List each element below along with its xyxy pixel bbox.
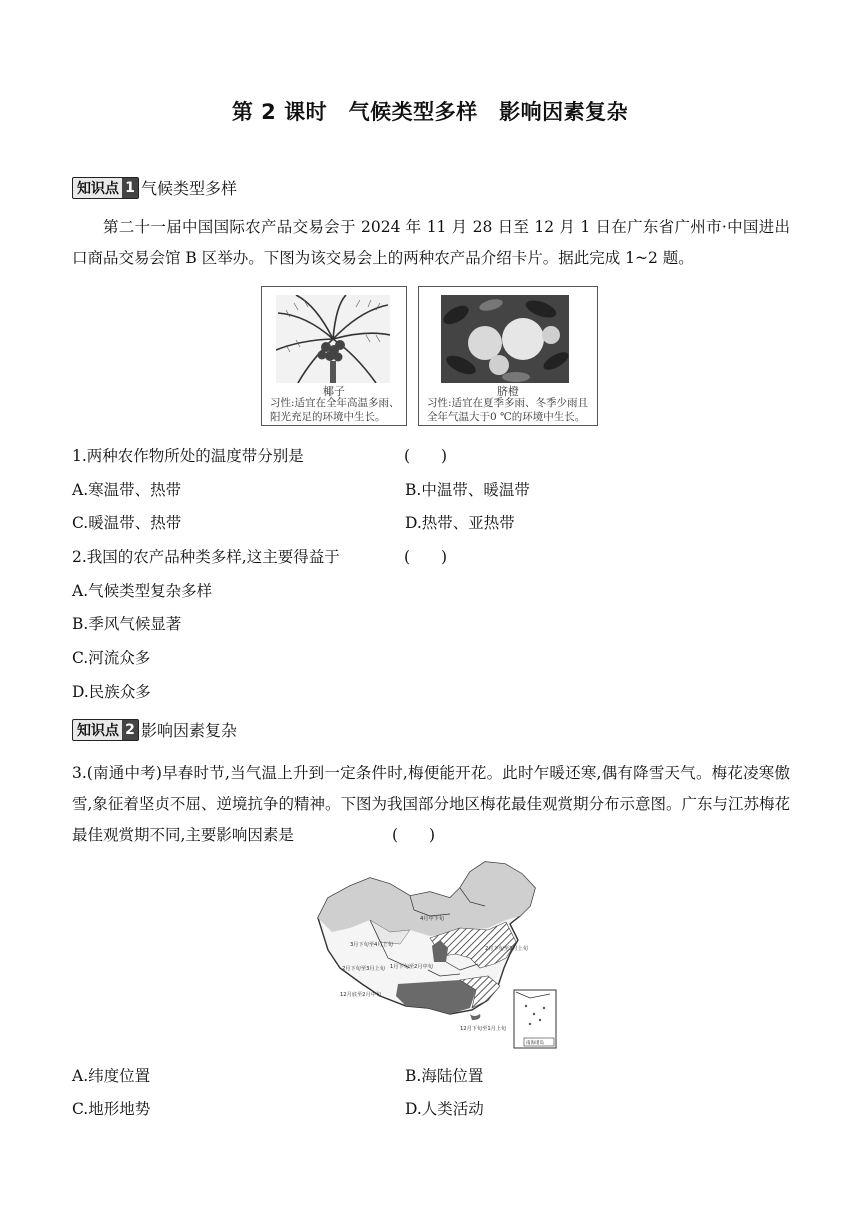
map-label: 12月底至2月中旬 bbox=[340, 992, 382, 998]
plum-blossom-viewing-map bbox=[310, 858, 570, 1052]
card-name: 脐橙 bbox=[497, 385, 519, 398]
option-c: C.暖温带、热带 bbox=[72, 514, 182, 532]
option-a: A.寒温带、热带 bbox=[72, 481, 182, 499]
option-b: B.海陆位置 bbox=[405, 1067, 484, 1085]
answer-blank: ( ) bbox=[404, 548, 448, 566]
map-label: 1月下旬至2月中旬 bbox=[390, 964, 433, 970]
option-b: B.中温带、暖温带 bbox=[405, 481, 530, 499]
option-b: B.季风气候显著 bbox=[72, 615, 182, 633]
section-title: 影响因素复杂 bbox=[141, 721, 238, 740]
badge-number: 2 bbox=[122, 720, 138, 740]
option-a: A.纬度位置 bbox=[72, 1067, 151, 1085]
product-card-navel-orange bbox=[418, 286, 598, 426]
card-habit: 习性:适宜在全年高温多雨、阳光充足的环境中生长。 bbox=[270, 397, 400, 423]
map-label: 4月中下旬 bbox=[420, 916, 445, 922]
answer-blank: ( ) bbox=[391, 826, 436, 844]
option-d: D.人类活动 bbox=[405, 1100, 484, 1118]
section-header-2 bbox=[72, 718, 237, 741]
map-label: 2月下旬至3月上旬 bbox=[485, 946, 528, 952]
section-header-1 bbox=[72, 176, 237, 199]
page-title: 第 2 课时 气候类型多样 影响因素复杂 bbox=[231, 100, 629, 124]
section-title: 气候类型多样 bbox=[141, 179, 238, 198]
question-stem: 3.(南通中考)早春时节,当气温上升到一定条件时,梅便能开花。此时乍暖还寒,偶有降雪天气。梅花凌寒傲雪,象征着坚贞不屈、逆境抗争的精神。下图为我国部分地区梅花最佳观赏期分布示意图。广东与江苏梅花最佳观赏期不同,主要影响因素是 bbox=[72, 764, 790, 844]
intro-paragraph: 第二十一届中国国际农产品交易会于 2024 年 11 月 28 日至 12 月 1 日在广东省广州市·中国进出口商品交易会馆 B 区举办。下图为该交易会上的两种农产品介绍卡片。据此完成 1~2 题。 bbox=[72, 218, 790, 267]
question-stem: 2.我国的农产品种类多样,这主要得益于 bbox=[72, 548, 340, 566]
question-stem: 1.两种农作物所处的温度带分别是 bbox=[72, 447, 304, 465]
option-d: D.热带、亚热带 bbox=[405, 514, 515, 532]
map-label: 南海诸岛 bbox=[526, 1041, 544, 1046]
map-label: 3月下旬至4月上旬 bbox=[350, 942, 393, 948]
product-card-coconut bbox=[261, 286, 407, 426]
coconut-tree-image bbox=[276, 295, 390, 383]
option-c: C.地形地势 bbox=[72, 1100, 151, 1118]
option-a: A.气候类型复杂多样 bbox=[72, 582, 213, 600]
badge-number: 1 bbox=[122, 178, 138, 198]
map-label: 2月下旬至3月上旬 bbox=[342, 966, 385, 972]
card-habit: 习性:适宜在夏季多雨、冬季少雨且全年气温大于0 ℃的环境中生长。 bbox=[427, 397, 589, 423]
knowledge-point-badge: 知识点 1 bbox=[72, 177, 139, 199]
question-3 bbox=[72, 758, 790, 851]
option-c: C.河流众多 bbox=[72, 649, 151, 667]
answer-blank: ( ) bbox=[404, 447, 448, 465]
card-name: 椰子 bbox=[323, 385, 345, 398]
option-d: D.民族众多 bbox=[72, 683, 151, 701]
question-1 bbox=[72, 444, 790, 466]
navel-orange-image bbox=[441, 295, 569, 383]
map-label: 12月下旬至1月上旬 bbox=[460, 1026, 507, 1032]
knowledge-point-badge: 知识点 2 bbox=[72, 719, 139, 741]
question-2 bbox=[72, 545, 790, 567]
